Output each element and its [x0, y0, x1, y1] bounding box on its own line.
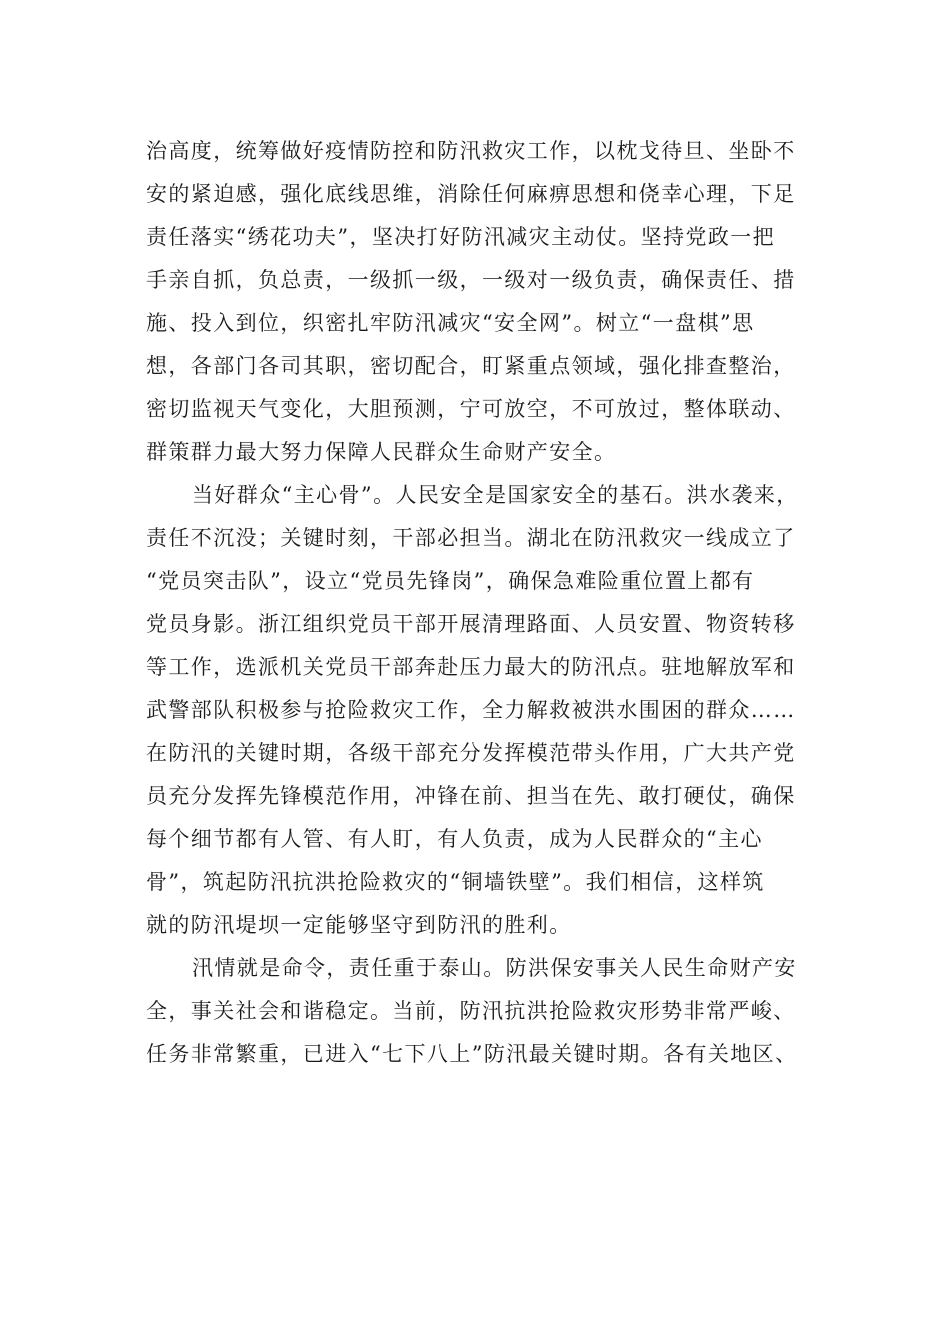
text-line: 任务非常繁重，已进入“七下八上”防汛最关键时期。各有关地区、 [146, 1042, 798, 1066]
text-line: 密切监视天气变化，大胆预测，宁可放空，不可放过，整体联动、 [146, 397, 796, 421]
text-line: 党员身影。浙江组织党员干部开展清理路面、人员安置、物资转移 [146, 612, 796, 636]
text-line: 就的防汛堤坝一定能够坚守到防汛的胜利。 [146, 913, 572, 937]
text-line: 责任不沉没；关键时刻，干部必担当。湖北在防汛救灾一线成立了 [146, 526, 796, 550]
text-line: 施、投入到位，织密扎牢防汛减灾“安全网”。树立“一盘棋”思 [146, 311, 755, 335]
text-line: 每个细节都有人管、有人盯，有人负责，成为人民群众的“主心 [146, 827, 763, 851]
paragraph-2 [146, 474, 826, 947]
paragraph-3 [146, 947, 826, 1076]
text-line: 汛情就是命令，责任重于泰山。防洪保安事关人民生命财产安 [192, 956, 797, 980]
text-line: 治高度，统筹做好疫情防控和防汛救灾工作，以枕戈待旦、坐卧不 [146, 139, 796, 163]
text-line: 等工作，选派机关党员干部奔赴压力最大的防汛点。驻地解放军和 [146, 655, 796, 679]
text-line: 责任落实“绣花功夫”，坚决打好防汛减灾主动仗。坚持党政一把 [146, 225, 776, 249]
text-line: 员充分发挥先锋模范作用，冲锋在前、担当在先、敢打硬仗，确保 [146, 784, 796, 808]
text-line: 骨”，筑起防汛抗洪抢险救灾的“铜墙铁壁”。我们相信，这样筑 [146, 870, 765, 894]
text-line: “党员突击队”，设立“党员先锋岗”，确保急难险重位置上都有 [146, 569, 755, 593]
text-line: 当好群众“主心骨”。人民安全是国家安全的基石。洪水袭来， [192, 483, 799, 507]
text-line: 安的紧迫感，强化底线思维，消除任何麻痹思想和侥幸心理，下足 [146, 182, 796, 206]
text-line: 在防汛的关键时期，各级干部充分发挥模范带头作用，广大共产党 [146, 741, 796, 765]
text-line: 武警部队积极参与抢险救灾工作，全力解救被洪水围困的群众…… [146, 698, 796, 722]
text-line: 全，事关社会和谐稳定。当前，防汛抗洪抢险救灾形势非常严峻、 [146, 999, 796, 1023]
document-body [146, 130, 826, 1076]
text-line: 想，各部门各司其职，密切配合，盯紧重点领域，强化排查整治， [146, 354, 796, 378]
paragraph-1 [146, 130, 826, 474]
text-line: 群策群力最大努力保障人民群众生命财产安全。 [146, 440, 617, 464]
text-line: 手亲自抓，负总责，一级抓一级，一级对一级负责，确保责任、措 [146, 268, 796, 292]
